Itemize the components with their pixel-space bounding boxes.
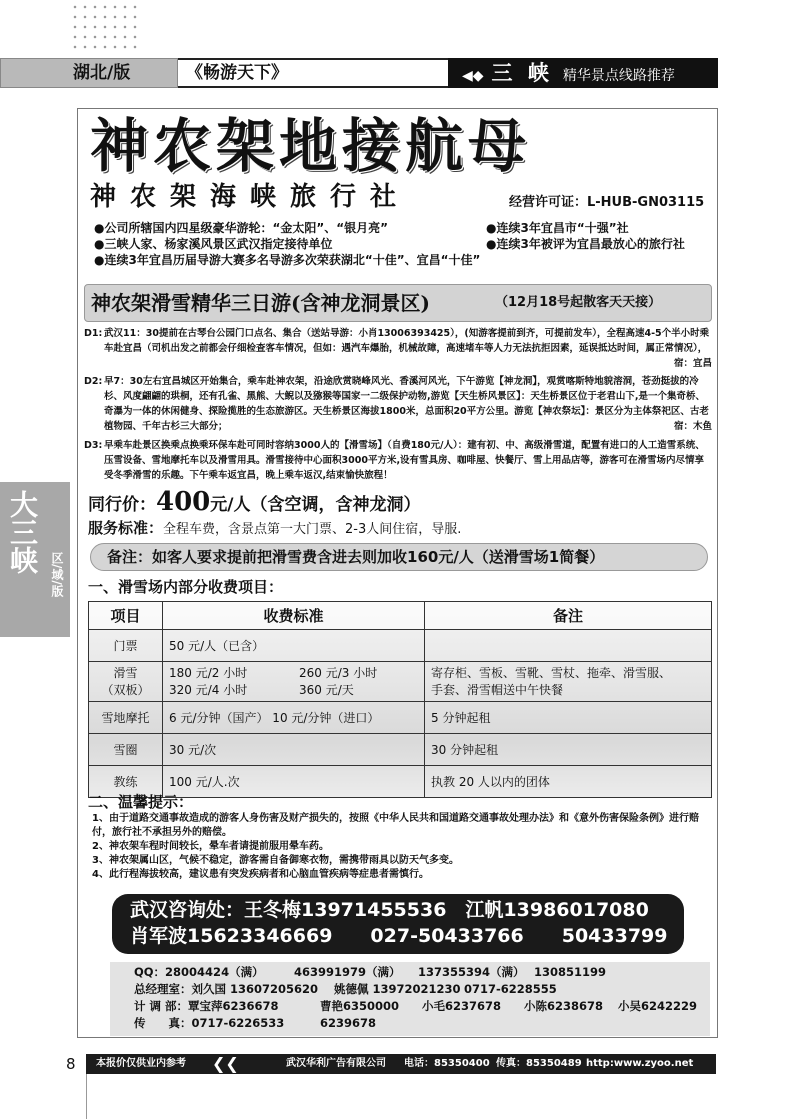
day-label: D1: [84, 328, 103, 339]
section-banner [448, 58, 718, 88]
service-value: 全程车费，含景点第一大门票、2-3人间住宿，导服. [163, 522, 462, 537]
fee-remark: 执教 20 人以内的团体 [425, 766, 712, 798]
qq-number: 463991979（满） [294, 965, 401, 979]
manager-contact: 姚德佩 13972021230 [334, 982, 461, 996]
price-label: 同行价： [88, 495, 156, 515]
fee-remark-line: 寄存柜、雪板、雪靴、雪杖、拖牵、滑雪服、 [431, 665, 672, 680]
service-line [88, 516, 461, 542]
tip-item: 1、由于道路交通事故造成的游客人身伤害及财产损失的，按照《中华人民共和国道路交通事故处理办法》和《意外伤害保险条例》进行赔付，旅行社不承担另外的赔偿。 [92, 813, 699, 838]
footer-fax: 传真：85350489 [496, 1058, 582, 1069]
day-text: 早7：30左右宜昌城区开始集合，乘车赴神农架，沿途欣赏晓峰风光、香溪河风光，下午游览【神龙洞】，观赏喀斯特地貌溶洞，苍劲挺拔的冷杉、风度翩翩的珙桐，还有孔雀、黑熊、大鲵以及猕猴等国家一二级保护动物,游览【天生桥风景区】：天生桥景区位于老君山下,是一个集奇桥、奇瀑为一体的休闲健身、探险揽胜的生态旅游区。天生桥景区海拔1800米，总面积20平方公里。游览【神农祭坛】：景区分为主体祭祀区、古老植物园、千年古杉三大部分； [104, 376, 709, 432]
highlight-item: ●连续3年宜昌历届导游大赛多名导游多次荣获湖北“十佳”、宜昌“十佳” [94, 253, 481, 267]
day-text: 早乘车赴景区换乘点换乘环保车赴可同时容纳3000人的【滑雪场】（自费180元/人）：建有初、中、高级滑雪道，配置有进口的人工造雪系统、压雪设备、雪地摩托车以及滑雪用具。滑雪接待中心面积3000平方米,设有雪具房、咖啡屋、快餐厅、雪上用品店等，游客可在滑雪场内尽情享受冬季滑雪的乐趣。下午乘车返宜昌，晚上乘车返汉,结束愉快旅程！ [104, 440, 705, 481]
section-title: 三 峡 [491, 60, 553, 85]
side-tab [0, 482, 70, 637]
dispatch-contact: 曹艳6350000 [320, 999, 400, 1013]
dispatch-contact: 小陈6238678 [524, 999, 604, 1013]
day-label: D3: [84, 440, 103, 451]
fax-number: 6239678 [320, 1016, 377, 1030]
region-label: 湖北/版 [0, 58, 178, 88]
contact-banner [112, 894, 684, 954]
fee-remark [425, 630, 712, 662]
page-number: 8 [66, 1055, 76, 1073]
itinerary-day [84, 374, 714, 436]
footer-company: 武汉华利广告有限公司 [286, 1058, 386, 1069]
column-header: 备注 [425, 602, 712, 630]
fee-item: 门票 [89, 630, 163, 662]
fee-remark: 30 分钟起租 [425, 734, 712, 766]
table-header-row [89, 602, 712, 630]
table-row [89, 702, 712, 734]
column-label: 《畅游天下》 [178, 58, 448, 88]
service-label: 服务标准： [88, 519, 164, 537]
contact-line: 肖军波15623346669 027-50433766 50433799 [130, 925, 668, 947]
info-block [110, 962, 710, 1036]
fee-item-line: （双板） [101, 682, 150, 697]
fee-item: 雪圈 [89, 734, 163, 766]
footer-bar [86, 1054, 716, 1074]
side-tab-label: 区/域/版 [50, 552, 64, 597]
dispatch-contact: 小毛6237678 [422, 999, 502, 1013]
tips-list [92, 812, 712, 882]
day-label: D2: [84, 376, 103, 387]
highlight-item: ●公司所辖国内四星级豪华游轮：“金太阳”、“银月亮” [94, 221, 389, 235]
fee-remark [425, 662, 712, 702]
tips-heading: 二、温馨提示： [88, 793, 194, 811]
dispatch-row [134, 998, 697, 1014]
fee-item: 教练 [89, 766, 163, 798]
page-header [0, 58, 800, 88]
fax-number: 传 真：0717-6226533 [134, 1016, 285, 1030]
section-subtitle: 精华景点线路推荐 [562, 68, 675, 84]
fax-row [134, 1015, 376, 1031]
table-row [89, 630, 712, 662]
fees-table [88, 601, 712, 798]
table-row [89, 662, 712, 702]
price-line [88, 488, 421, 519]
ad-title: 神农架地接航母 [90, 112, 532, 180]
day-lodging: 宿：宜昌 [673, 358, 712, 369]
highlight-item: ●三峡人家、杨家溪风景区武汉指定接待单位 [94, 237, 333, 251]
tip-item: 4、此行程海拔较高，建议患有突发疾病者和心脑血管疾病等症患者需慎行。 [92, 869, 429, 880]
fee-remark-line: 手套、滑雪帽送中午快餐 [431, 682, 564, 697]
decorative-dots [70, 2, 140, 52]
fees-heading: 一、滑雪场内部分收费项目： [88, 578, 284, 596]
manager-contact: 0717-6228555 [464, 982, 557, 996]
fee-value [163, 662, 425, 702]
qq-number: QQ：28004424（满） [134, 965, 264, 979]
tip-item: 2、神农架车程时间较长，晕车者请提前服用晕车药。 [92, 841, 329, 852]
remark-banner: 备注：如客人要求提前把滑雪费含进去则加收160元/人（送滑雪场1简餐） [90, 543, 708, 571]
footer-website: http:www.zyoo.net [586, 1058, 694, 1069]
highlight-item: ●连续3年宜昌市“十强”社 [486, 221, 629, 235]
footer-phone: 电话：85350400 [404, 1058, 490, 1069]
fee-option: 180 元/2 小时 [169, 665, 248, 680]
price-unit: 元/人（含空调，含神龙洞） [210, 495, 421, 515]
table-row [89, 734, 712, 766]
fee-item: 雪地摩托 [89, 702, 163, 734]
qq-number: 137355394（满） [418, 965, 525, 979]
contact-line: 武汉咨询处：王冬梅13971455536 江帆13986017080 [130, 899, 649, 921]
tour-banner [84, 284, 712, 322]
fee-item [89, 662, 163, 702]
manager-row [134, 981, 557, 997]
fee-value: 30 元/次 [163, 734, 425, 766]
divider [86, 1074, 87, 1119]
side-tab-title: 大三峡 [6, 490, 39, 574]
itinerary-day [84, 438, 714, 486]
fee-option: 320 元/4 小时 [169, 682, 248, 697]
qq-row [134, 964, 606, 980]
column-header: 项目 [89, 602, 163, 630]
footer-reference: 本报价仅供业内参考 [96, 1058, 186, 1069]
fee-item-line: 滑雪 [113, 665, 138, 680]
column-header: 收费标准 [163, 602, 425, 630]
tip-item: 3、神农架属山区，气候不稳定，游客需自备御寒衣物，需携带雨具以防天气多变。 [92, 855, 459, 866]
day-text: 武汉11：30提前在古琴台公园门口点名、集合（送站导游：小肖13006393425），(知游客提前到齐，可提前发车），全程高速4-5个半小时乘车赴宜昌（司机出发之前都会仔细检查客车情况，但如：遇汽车爆胎，机械故障，高速堵车等人力无法抗拒因素，延误抵达时间，属正常情况）， [104, 328, 710, 354]
fee-value: 50 元/人（已含） [163, 630, 425, 662]
fee-value: 100 元/人.次 [163, 766, 425, 798]
chevron-left-icon: ❮❮ [212, 1054, 239, 1073]
day-lodging: 宿：木鱼 [673, 421, 712, 432]
fee-option: 260 元/3 小时 [299, 665, 378, 680]
fee-remark: 5 分钟起租 [425, 702, 712, 734]
tour-title: 神农架滑雪精华三日游(含神龙洞景区) [91, 291, 430, 315]
fee-value: 6 元/分钟（国产） 10 元/分钟（进口） [163, 702, 425, 734]
arrow-icon: ◀◆ [462, 68, 484, 84]
license-number: 经营许可证：L-HUB-GN03115 [509, 195, 705, 210]
highlight-item: ●连续3年被评为宜昌最放心的旅行社 [486, 237, 685, 251]
price-amount: 400 [156, 487, 211, 517]
dispatch-contact: 计 调 部：覃宝萍6236678 [134, 999, 279, 1013]
qq-number: 130851199 [534, 965, 607, 979]
manager-contact: 总经理室：刘久国 13607205620 [134, 982, 319, 996]
tour-note: （12月18号起散客天天接） [495, 295, 662, 310]
agency-name: 神农架海峡旅行社 [90, 182, 411, 212]
dispatch-contact: 小吴6242229 [618, 999, 698, 1013]
fee-option: 360 元/天 [299, 682, 354, 697]
